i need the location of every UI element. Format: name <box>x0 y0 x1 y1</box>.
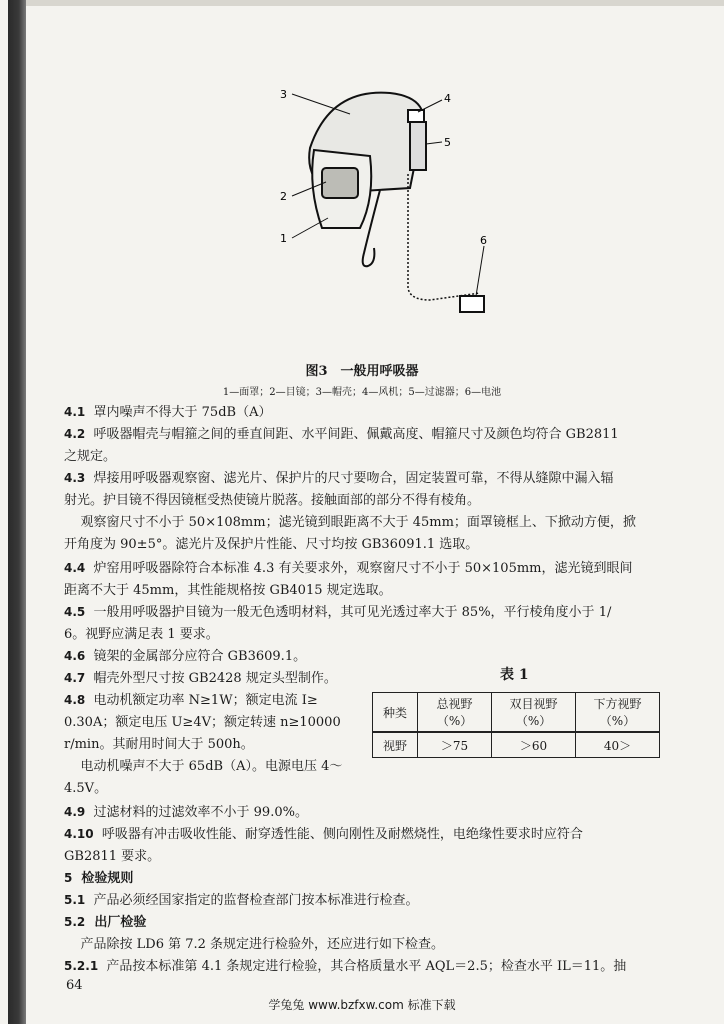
table-row <box>373 732 660 758</box>
callout-1: 1 <box>280 232 287 245</box>
clause-continuation <box>64 490 688 511</box>
clause-5-2-1 <box>64 956 688 977</box>
clause-continuation <box>64 512 688 533</box>
clause-text: 焊接用呼吸器观察窗、滤光片、保护片的尺寸要吻合，固定装置可靠，不得从缝隙中漏入辐 <box>85 471 614 486</box>
clause-continuation <box>64 734 364 755</box>
filter-box <box>410 122 426 170</box>
clause-text: 出厂检验 <box>85 915 147 930</box>
clause-text: 呼吸器有冲击吸收性能、耐穿透性能、侧向刚性及耐燃烧性，电绝缘性要求时应符合 <box>93 827 583 842</box>
clause-text: 4.5V。 <box>64 781 108 796</box>
page-number: 64 <box>66 978 83 993</box>
callout-5: 5 <box>444 136 451 149</box>
clause-continuation <box>64 846 688 867</box>
clause-continuation <box>64 624 688 645</box>
clause-text: 之规定。 <box>64 449 117 464</box>
clause-4-2 <box>64 424 688 445</box>
clause-text: 6。视野应满足表 1 要求。 <box>64 627 219 642</box>
clause-text: 帽壳外型尺寸按 GB2428 规定头型制作。 <box>85 671 337 686</box>
table-cell: ＞60 <box>492 732 576 758</box>
callout-3: 3 <box>280 88 287 101</box>
clause-4-4 <box>64 558 688 579</box>
clause-4-1 <box>64 402 688 423</box>
scan-top-edge <box>26 0 724 6</box>
scan-margin-bar <box>8 0 26 1024</box>
table-title: 表 1 <box>500 667 529 683</box>
clause-4-9 <box>64 802 688 823</box>
clause-5-2 <box>64 912 688 933</box>
clause-text: 炉窑用呼吸器除符合本标准 4.3 有关要求外，观察窗尺寸不小于 50×105mm，滤光镜到眼间 <box>85 561 633 576</box>
clause-text: 观察窗尺寸不小于 50×108mm；滤光镜到眼距离不大于 45mm；面罩镜框上、下掀动方便，掀 <box>64 515 636 530</box>
battery-cord <box>408 174 480 300</box>
clause-text: 距离不大于 45mm，其性能规格按 GB4015 规定选取。 <box>64 583 392 598</box>
eyepiece <box>322 168 358 198</box>
table-cell: ＞75 <box>418 732 492 758</box>
clause-text: 电动机噪声不大于 65dB（A）。电源电压 4～ <box>64 759 343 774</box>
clause-continuation <box>64 446 688 467</box>
clause-text: 射光。护目镜不得因镜框受热使镜片脱落。接触面部的部分不得有棱角。 <box>64 493 481 508</box>
figure-legend: 1—面罩；2—目镜；3—帽壳；4—风机；5—过滤器；6—电池 <box>222 387 502 398</box>
clause-text: 产品按本标准第 4.1 条规定进行检验，其合格质量水平 AQL＝2.5；检查水平 IL＝11。抽 <box>98 959 627 974</box>
clause-number: 4.1 <box>64 405 86 419</box>
respirator-figure <box>270 78 510 338</box>
clause-number: 5.1 <box>64 893 86 907</box>
table-header-row <box>373 693 660 733</box>
clause-text: r/min。其耐用时间大于 500h。 <box>64 737 254 752</box>
clause-number: 4.9 <box>64 805 86 819</box>
callout-6: 6 <box>480 234 487 247</box>
table-header-cell: 种类 <box>373 693 418 733</box>
clause-continuation <box>64 934 688 955</box>
clause-number: 4.6 <box>64 649 86 663</box>
clause-text: 电动机额定功率 N≥1W；额定电流 I≥ <box>85 693 318 708</box>
clause-continuation <box>64 778 364 799</box>
watermark-footer: 学兔兔 www.bzfxw.com 标准下载 <box>268 998 456 1012</box>
clause-number: 4.8 <box>64 693 86 707</box>
clause-4-5 <box>64 602 688 623</box>
clause-number: 4.10 <box>64 827 94 841</box>
clause-number: 4.4 <box>64 561 86 575</box>
clause-5 <box>64 868 688 889</box>
fan-unit <box>408 110 424 122</box>
clause-text: 检验规则 <box>72 871 134 886</box>
clause-4-8 <box>64 690 364 711</box>
table-header-cell: 总视野（%） <box>418 693 492 733</box>
clause-number: 5.2.1 <box>64 959 99 973</box>
clause-4-10 <box>64 824 688 845</box>
table-cell: 视野 <box>373 732 418 758</box>
clause-number: 4.7 <box>64 671 86 685</box>
clause-5-1 <box>64 890 688 911</box>
clause-continuation <box>64 534 688 555</box>
clause-number: 4.2 <box>64 427 86 441</box>
figure-caption: 图3 一般用呼吸器 <box>305 364 419 379</box>
clause-4-7 <box>64 668 688 689</box>
clause-text: 开角度为 90±5°。滤光片及保护片性能、尺寸均按 GB36091.1 选取。 <box>64 537 479 552</box>
clause-number: 5 <box>64 871 73 885</box>
clause-text: GB2811 要求。 <box>64 849 161 864</box>
callout-4: 4 <box>444 92 451 105</box>
table-header-cell: 双目视野（%） <box>492 693 576 733</box>
clause-text: 产品除按 LD6 第 7.2 条规定进行检验外，还应进行如下检查。 <box>64 937 445 952</box>
clause-text: 镜架的金属部分应符合 GB3609.1。 <box>85 649 307 664</box>
battery-box <box>460 296 484 312</box>
clause-number: 5.2 <box>64 915 86 929</box>
clause-text: 罩内噪声不得大于 75dB（A） <box>85 405 272 420</box>
clause-number: 4.5 <box>64 605 86 619</box>
clause-4-6 <box>64 646 688 667</box>
table-header-cell: 下方视野（%） <box>576 693 660 733</box>
clause-text: 过滤材料的过滤效率不小于 99.0%。 <box>85 805 308 820</box>
clause-number: 4.3 <box>64 471 86 485</box>
clause-continuation <box>64 712 364 733</box>
callout-2: 2 <box>280 190 287 203</box>
clause-continuation <box>64 756 364 777</box>
clause-text: 0.30A；额定电压 U≥4V；额定转速 n≥10000 <box>64 715 341 730</box>
clause-text: 产品必须经国家指定的监督检查部门按本标准进行检查。 <box>85 893 419 908</box>
table-cell: 40＞ <box>576 732 660 758</box>
clause-text: 呼吸器帽壳与帽箍之间的垂直间距、水平间距、佩戴高度、帽箍尺寸及颜色均符合 GB2811 <box>85 427 619 442</box>
clause-text: 一般用呼吸器护目镜为一般无色透明材料，其可见光透过率大于 85%，平行棱角度小于 1/ <box>85 605 612 620</box>
clause-4-3 <box>64 468 688 489</box>
table-1 <box>372 692 660 758</box>
clause-continuation <box>64 580 688 601</box>
